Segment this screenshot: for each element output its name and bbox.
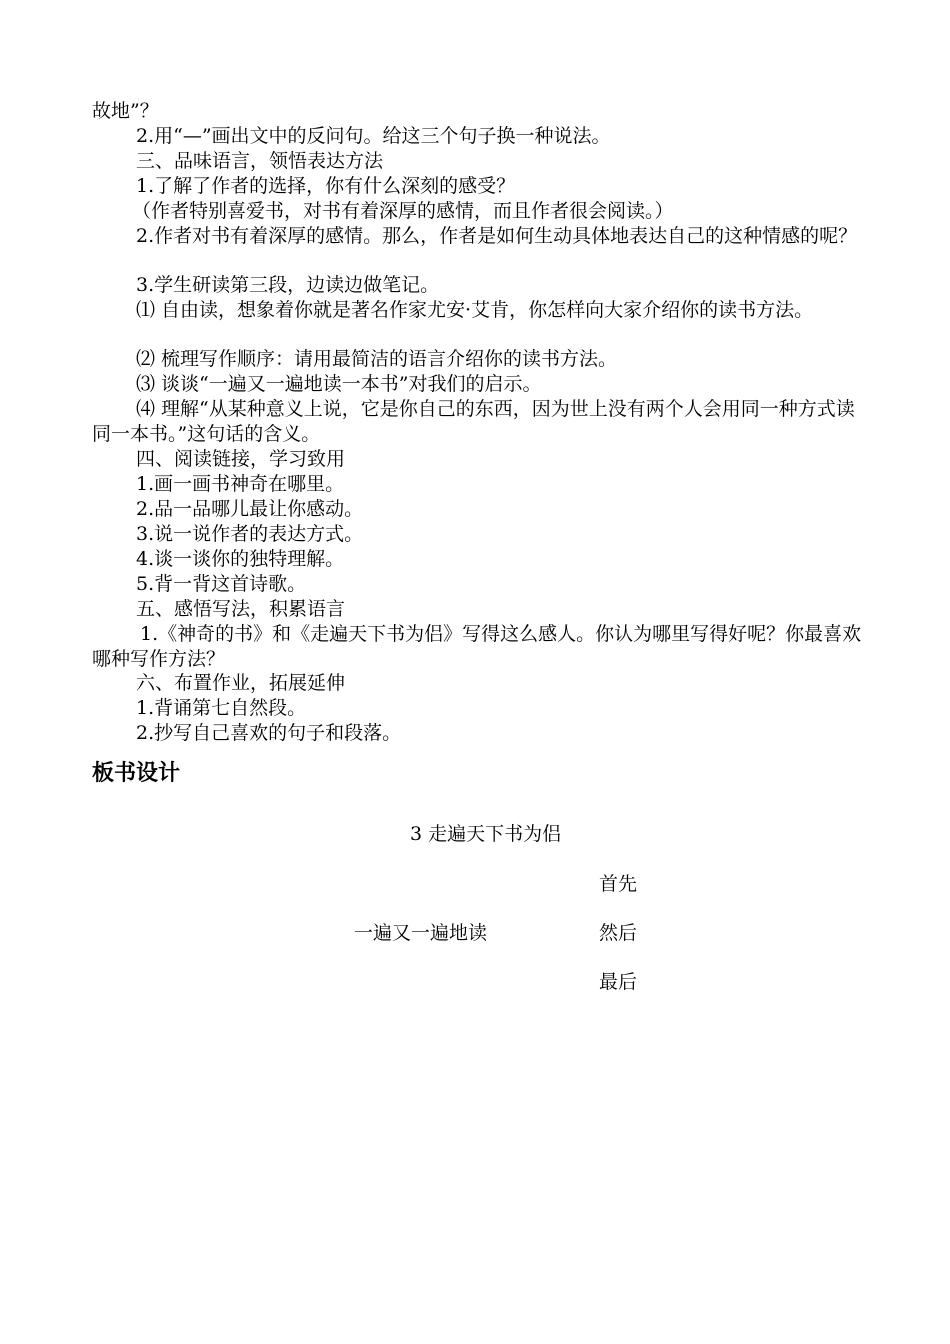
section-heading-six: 六、布置作业，拓展延伸 bbox=[136, 672, 346, 694]
board-center-text: 一遍又一遍地读 bbox=[354, 922, 488, 944]
homework-item-recite: 1.背诵第七自然段。 bbox=[136, 697, 307, 719]
section-heading-five: 五、感悟写法，积累语言 bbox=[136, 598, 346, 620]
list-item-draw: 1.画一画书神奇在哪里。 bbox=[136, 473, 345, 495]
list-item-appreciate: 2.品一品哪儿最让你感动。 bbox=[136, 498, 364, 520]
board-design-heading: 板书设计 bbox=[92, 761, 181, 786]
paragraph-feeling-question: 1.了解了作者的选择，你有什么深刻的感受？ bbox=[136, 175, 516, 197]
paragraph-inspiration: ⑶ 谈谈“一遍又一遍地读一本书”对我们的启示。 bbox=[136, 373, 542, 395]
list-item-say: 3.说一说作者的表达方式。 bbox=[136, 523, 364, 545]
paragraph-answer-note: （作者特别喜爱书，对书有着深厚的感情，而且作者很会阅读。） bbox=[132, 200, 674, 222]
section-heading-three: 三、品味语言，领悟表达方法 bbox=[136, 150, 384, 172]
paragraph-continuation: 故地”？ bbox=[92, 100, 159, 122]
paragraph-writing-order: ⑵ 梳理写作顺序：请用最简洁的语言介绍你的读书方法。 bbox=[136, 348, 618, 370]
board-step-first: 首先 bbox=[599, 873, 638, 895]
board-title: 3 走遍天下书为侣 bbox=[410, 823, 562, 845]
section-heading-four: 四、阅读链接，学习致用 bbox=[136, 448, 346, 470]
list-item-talk: 4.谈一谈你的独特理解。 bbox=[136, 548, 345, 570]
paragraph-meaning-of-sentence: ⑷ 理解“从某种意义上说，它是你自己的东西，因为世上没有两个人会用同一种方式读同一本书。”这句话的含义。 bbox=[92, 398, 855, 445]
board-step-finally: 最后 bbox=[599, 971, 638, 993]
homework-item-copy: 2.抄写自己喜欢的句子和段落。 bbox=[136, 722, 402, 744]
paragraph-rhetorical-question-task: 2.用“—”画出文中的反问句。给这三个句子换一种说法。 bbox=[136, 125, 611, 147]
paragraph-free-reading: ⑴ 自由读，想象着你就是著名作家尤安·艾肯，你怎样向大家介绍你的读书方法。 bbox=[136, 299, 814, 321]
paragraph-study-third-section: 3.学生研读第三段，边读边做笔记。 bbox=[136, 274, 440, 296]
paragraph-writing-method: 1.《神奇的书》和《走遍天下书为侣》写得这么感人。你认为哪里写得好呢？你最喜欢哪种写作方法？ bbox=[92, 623, 862, 670]
paragraph-expression-question: 2.作者对书有着深厚的感情。那么，作者是如何生动具体地表达自己的这种情感的呢？ bbox=[136, 225, 858, 247]
list-item-recite: 5.背一背这首诗歌。 bbox=[136, 573, 307, 595]
board-step-then: 然后 bbox=[599, 922, 638, 944]
